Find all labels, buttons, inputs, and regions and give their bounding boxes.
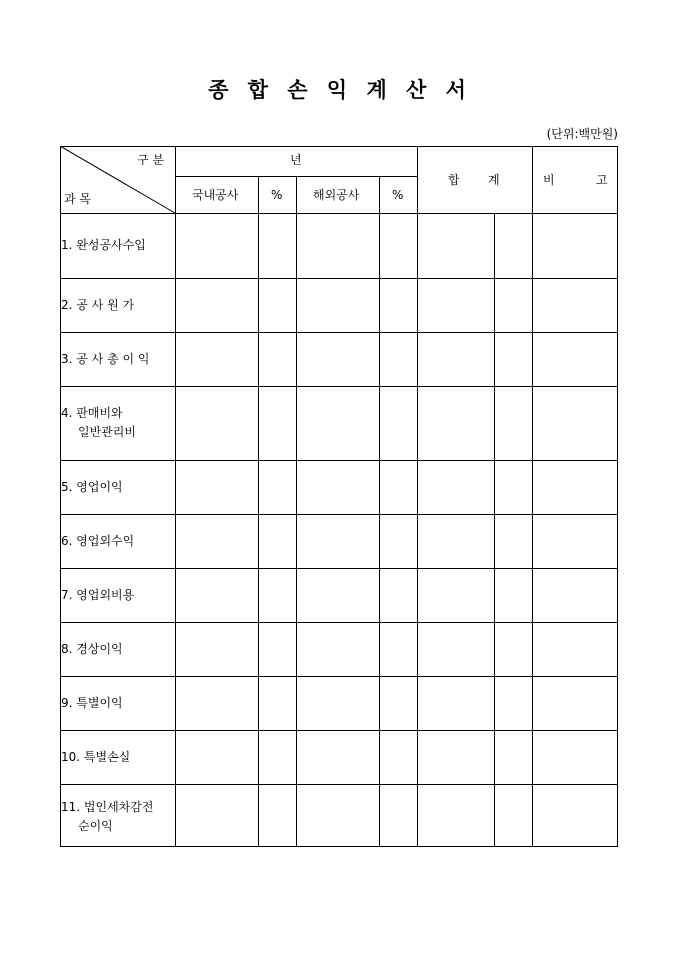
header-percent-label: % xyxy=(271,188,283,202)
row-label xyxy=(61,478,123,497)
col-line-total xyxy=(417,146,418,847)
row-label-text: 3. 공 사 총 이 익 xyxy=(61,352,150,366)
col-line-total-split xyxy=(494,213,495,847)
col-line-domestic-pct xyxy=(258,176,259,847)
row-line xyxy=(60,622,618,623)
row-line xyxy=(60,676,618,677)
col-line-pct-overseas xyxy=(296,176,297,847)
row-line xyxy=(60,460,618,461)
row-label-text: 9. 특별이익 xyxy=(61,696,123,710)
row-label-text: 6. 영업외수익 xyxy=(61,534,135,548)
row-label xyxy=(61,236,146,255)
row-label xyxy=(61,748,130,767)
col-line-overseas-pct xyxy=(379,176,380,847)
row-label xyxy=(61,296,134,315)
row-label-text: 8. 경상이익 xyxy=(61,642,123,656)
row-line xyxy=(60,386,618,387)
row-line xyxy=(60,568,618,569)
row-line xyxy=(60,730,618,731)
header-item-label: 과 목 xyxy=(64,192,91,206)
row-label-text: 5. 영업이익 xyxy=(61,480,123,494)
row-label xyxy=(61,694,123,713)
row-label-text: 일반관리비 xyxy=(78,425,136,439)
row-line xyxy=(60,784,618,785)
row-label xyxy=(61,798,153,836)
header-overseas-label: 해외공사 xyxy=(313,188,360,202)
row-label-text: 11. 법인세차감전 xyxy=(61,800,154,814)
row-label-text: 7. 영업외비용 xyxy=(61,588,135,602)
header-domestic-label: 국내공사 xyxy=(192,188,239,202)
row-line xyxy=(60,332,618,333)
row-label xyxy=(61,586,134,605)
header-category-label: 구 분 xyxy=(137,153,164,167)
document-title: 종 합 손 익 계 산 서 xyxy=(208,77,472,102)
row-label-text: 순이익 xyxy=(78,819,113,833)
row-label-text: 2. 공 사 원 가 xyxy=(61,298,135,312)
row-line xyxy=(60,514,618,515)
header-remark-label: 비 xyxy=(543,173,555,187)
header-total-label: 합 xyxy=(448,173,460,187)
header-total-label: 계 xyxy=(488,173,500,187)
header-year-label: 년 xyxy=(290,153,302,167)
row-label xyxy=(61,640,123,659)
row-label xyxy=(61,350,149,369)
row-label xyxy=(61,532,134,551)
row-label xyxy=(61,404,136,442)
row-label-text: 10. 특별손실 xyxy=(61,750,131,764)
row-label-text: 1. 완성공사수입 xyxy=(61,238,146,252)
header-remark-label: 고 xyxy=(596,173,608,187)
row-line xyxy=(60,278,618,279)
header-mid-line xyxy=(175,176,417,177)
col-line-item xyxy=(175,146,176,847)
unit-label: (단위:백만원) xyxy=(546,127,618,141)
header-percent-label: % xyxy=(392,188,404,202)
col-line-remark xyxy=(532,146,533,847)
row-label-text: 4. 판매비와 xyxy=(61,406,123,420)
